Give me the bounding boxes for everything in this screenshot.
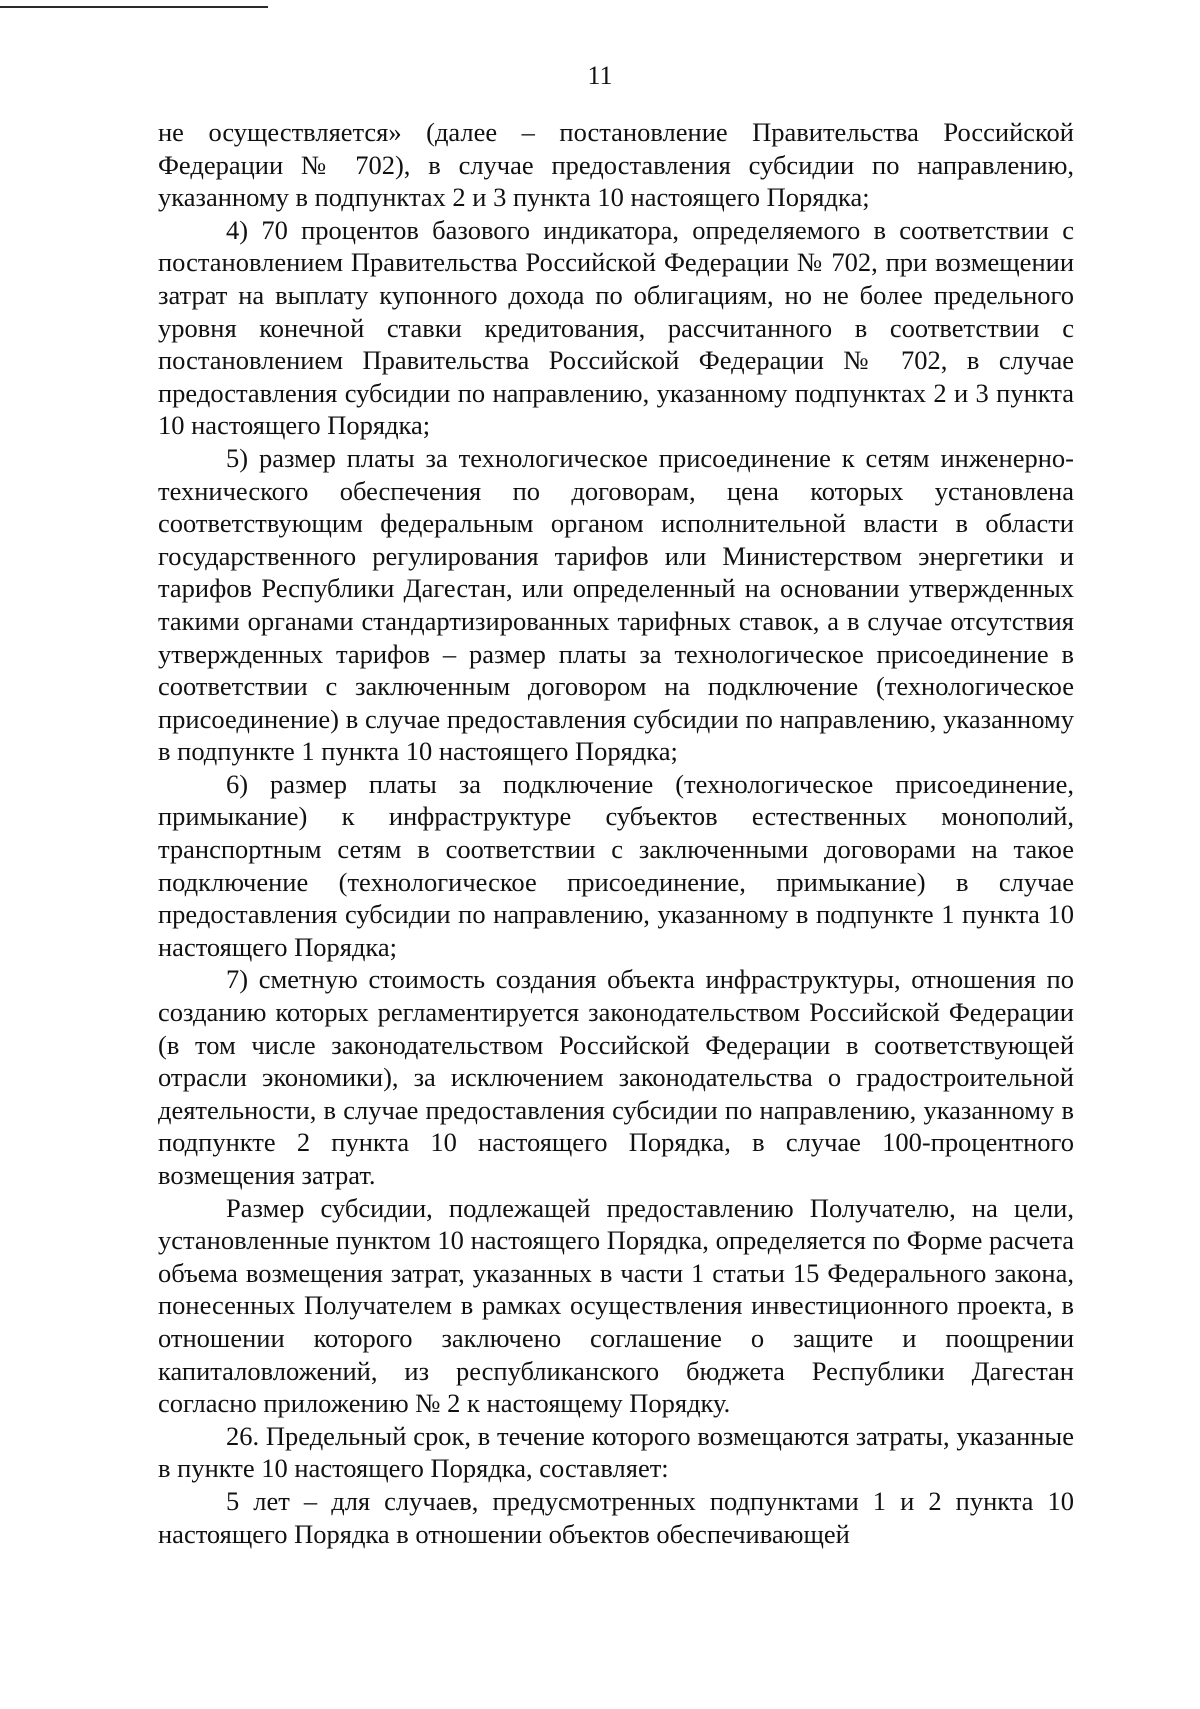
- paragraph-item-4: 4) 70 процентов базового индикатора, определяемого в соответствии с постановлением Правительства Российской Федерации № 702, при возмещении затрат на выплату купонного дохода по облигациям, но не более предельного уровня конечной ставки кредитования, рассчитанного в соответствии с постановлением Правительства Российской Федерации № 702, в случае предоставления субсидии по направлению, указанному подпунктах 2 и 3 пункта 10 настоящего Порядка;: [158, 214, 1074, 441]
- document-body: [158, 116, 1074, 1550]
- paragraph-item-7: 7) сметную стоимость создания объекта инфраструктуры, отношения по созданию которых регламентируется законодательством Российской Федерации (в том числе законодательством Российской Федерации в соответствующей отрасли экономики), за исключением законодательства о градостроительной деятельности, в случае предоставления субсидии по направлению, указанному в подпункте 2 пункта 10 настоящего Порядка, в случае 100-процентного возмещения затрат.: [158, 964, 1074, 1190]
- paragraph-item-6: 6) размер платы за подключение (технологическое присоединение, примыкание) к инфраструктуре субъектов естественных монополий, транспортным сетям в соответствии с заключенными договорами на такое подключение (технологическое присоединение, примыкание) в случае предоставления субсидии по направлению, указанному в подпункте 1 пункта 10 настоящего Порядка;: [158, 768, 1074, 962]
- paragraph-continuation: не осуществляется» (далее – постановление Правительства Российской Федерации № 702), в случае предоставления субсидии по направлению, указанному в подпунктах 2 и 3 пункта 10 настоящего Порядка;: [158, 117, 1074, 213]
- paragraph-5-years: 5 лет – для случаев, предусмотренных подпунктами 1 и 2 пункта 10 настоящего Порядка в отношении объектов обеспечивающей: [158, 1485, 1074, 1549]
- paragraph-subsidy-size: Размер субсидии, подлежащей предоставлению Получателю, на цели, установленные пунктом 10 настоящего Порядка, определяется по Форме расчета объема возмещения затрат, указанных в части 1 статьи 15 Федерального закона, понесенных Получателем в рамках осуществления инвестиционного проекта, в отношении которого заключено соглашение о защите и поощрении капиталовложений, из республиканского бюджета Республики Дагестан согласно приложению № 2 к настоящему Порядку.: [158, 1192, 1074, 1419]
- scan-edge-line: [0, 6, 268, 8]
- paragraph-item-5: 5) размер платы за технологическое присоединение к сетям инженерно-технического обеспечения по договорам, цена которых установлена соответствующим федеральным органом исполнительной власти в области государственного регулирования тарифов или Министерством энергетики и тарифов Республики Дагестан, или определенный на основании утвержденных такими органами стандартизированных тарифных ставок, а в случае отсутствия утвержденных тарифов – размер платы за технологическое присоединение в соответствии с заключенным договором на подключение (технологическое присоединение) в случае предоставления субсидии по направлению, указанному в подпункте 1 пункта 10 настоящего Порядка;: [158, 442, 1074, 767]
- paragraph-26: 26. Предельный срок, в течение которого возмещаются затраты, указанные в пункте 10 настоящего Порядка, составляет:: [158, 1420, 1074, 1484]
- page-number: 11: [587, 61, 613, 90]
